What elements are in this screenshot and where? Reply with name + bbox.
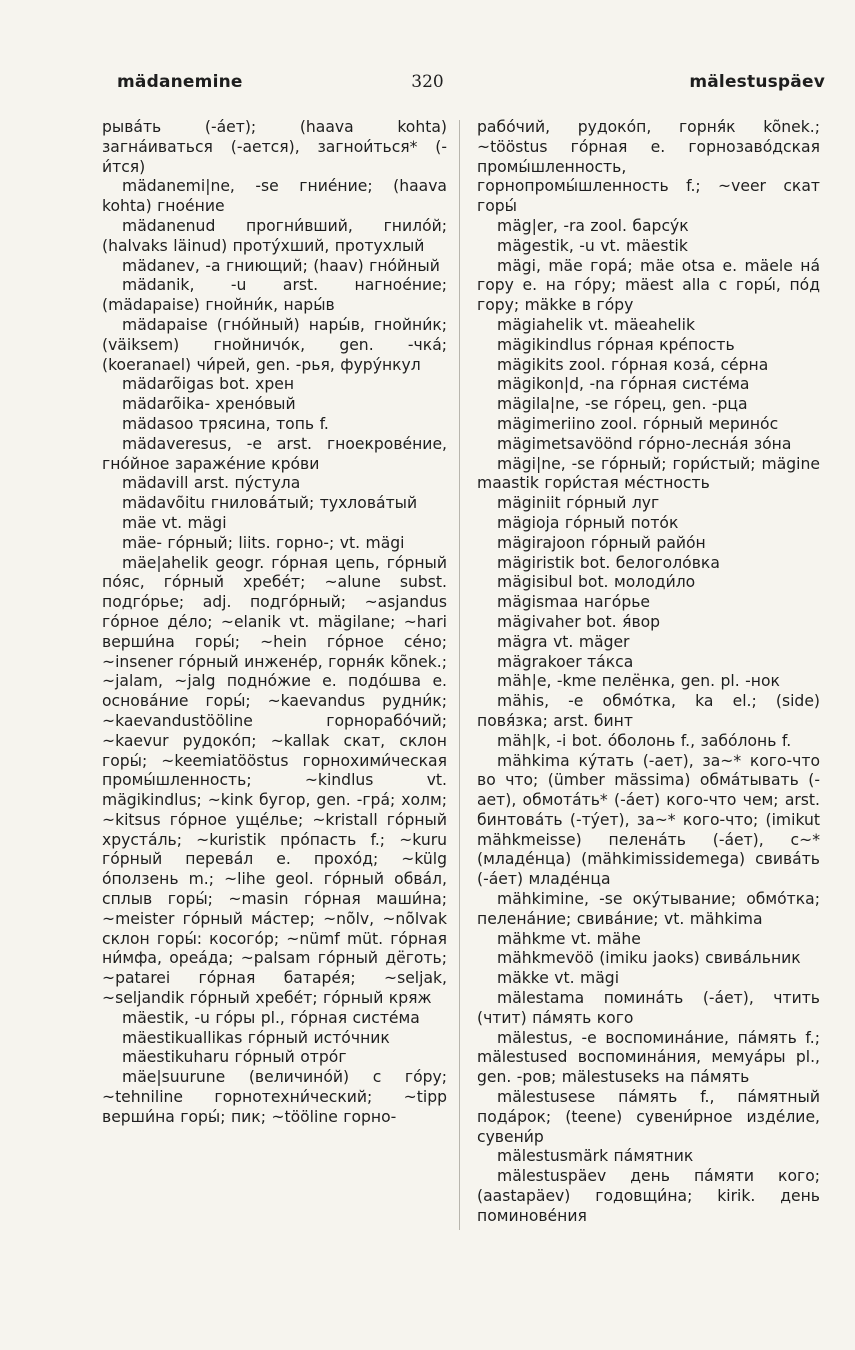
dictionary-entry <box>477 237 820 257</box>
entry-text: mädarõika- хрено́вый <box>122 395 296 414</box>
dictionary-entry <box>102 177 447 217</box>
header-last-entry: mälestuspäev <box>689 72 825 92</box>
entry-text: mädavõitu гнилова́тый; тухлова́тый <box>122 494 418 513</box>
entry-text: рыва́ть (-а́ет); (haava kohta) загна́иваться (-ается), загнои́ться* (-и́тся) <box>102 118 447 176</box>
entry-text: mähkme vt. mähe <box>497 929 641 948</box>
dictionary-entry <box>477 1088 820 1147</box>
entry-text: mägimetsavöönd го́рно-лесна́я зо́на <box>497 434 792 453</box>
entry-text: mägioja го́рный пото́к <box>497 513 679 532</box>
dictionary-entry <box>477 534 820 554</box>
dictionary-entry <box>102 276 447 316</box>
entry-text: mädapaise (гно́йный) нары́в, гнойни́к; (väiksem) гнойничо́к, gen. -чка́; (koeranael) чи́рей, gen. -рья, фуру́нкул <box>102 315 447 374</box>
entry-text: mäestik, -u го́ры pl., го́рная систе́ма <box>122 1008 420 1027</box>
entry-text: mäg|er, -ra zool. барсу́к <box>497 216 689 235</box>
entry-text: mäginiit го́рный луг <box>497 494 660 513</box>
dictionary-entry <box>477 752 820 891</box>
dictionary-entry <box>477 593 820 613</box>
entry-text: mägismaa наго́рье <box>497 593 651 612</box>
entry-text: mälestusmärk па́мятник <box>497 1147 694 1166</box>
dictionary-entry <box>477 217 820 237</box>
entry-text: mägikindlus го́рная кре́пость <box>497 335 735 354</box>
dictionary-entry <box>477 336 820 356</box>
entry-text: mälestusese па́мять f., па́мятный пода́рок; (teene) сувени́рное изде́лие, сувени́р <box>477 1088 820 1146</box>
right-column <box>477 118 820 1227</box>
entry-text: mägila|ne, -se го́рец, gen. -рца <box>497 395 748 414</box>
dictionary-entry <box>102 217 447 257</box>
header-first-entry: mädanemine <box>117 72 243 92</box>
dictionary-entry <box>477 375 820 395</box>
entry-text: mägi|ne, -se го́рный; гори́стый; mägine maastik гори́стая ме́стность <box>477 454 820 493</box>
dictionary-entry <box>477 554 820 574</box>
entry-text: mädanenud прогни́вший, гнило́й; (halvaks läinud) проту́хший, протухлый <box>102 216 447 255</box>
dictionary-entry <box>102 435 447 475</box>
dictionary-entry <box>477 494 820 514</box>
entry-text: mägimeriino zool. го́рный мерино́с <box>497 414 779 433</box>
entry-text: mäh|e, -kme пелёнка, gen. pl. -нок <box>497 672 780 691</box>
entry-text: mäestikuharu го́рный отро́г <box>122 1048 347 1067</box>
entry-text: mädavill arst. пу́стула <box>122 474 301 493</box>
entry-text: mädarõigas bot. хрен <box>122 375 295 394</box>
dictionary-entry <box>477 989 820 1029</box>
entry-text: mädanev, -a гниющий; (haav) гно́йный <box>122 256 440 275</box>
dictionary-entry <box>477 356 820 376</box>
dictionary-entry-continuation <box>102 118 447 177</box>
dictionary-entry <box>477 415 820 435</box>
dictionary-entry <box>477 653 820 673</box>
entry-text: mägirajoon го́рный райо́н <box>497 533 706 552</box>
dictionary-entry <box>477 732 820 752</box>
dictionary-entry <box>102 1048 447 1068</box>
entry-text: mälestama помина́ть (-а́ет), чтить (чтит) па́мять кого <box>477 989 820 1027</box>
entry-text: mäe|ahelik geogr. го́рная цепь, го́рный по́яс, го́рный хребе́т; ~alune subst. подго́рье; adj. подго́рный; ~asjandus го́рное де́ло; ~elanik vt. mägilane; ~hari верши́на горы́; ~hein го́рное се́но; ~insener го́рный инжене́р, горня́к kõnek.; ~jalam, ~jalg подно́жие e. подо́шва e. основа́ние горы́; ~kaevandus рудни́к; ~kaevandustööline горнорабо́чий; ~kaevur рудоко́п; ~kallak скат, склон горы́; ~keemiatööstus горнохими́ческая промы́шленность; ~kindlus vt. mägikindlus; ~kink бугор, gen. -гра́; холм; ~kitsus го́рное уще́лье; ~kristall го́рный хруста́ль; ~kuristik про́пасть f.; ~kuru го́рный перева́л e. прохо́д; ~külg о́ползень m.; ~lihe geol. го́рный обва́л, сплыв горы́; ~masin го́рная маши́на; ~meister го́рный ма́стер; ~nõlv, ~nõlvak склон горы́: косого́р; ~nümf müt. го́рная ни́мфа, ореа́да; ~palsam го́рный дёготь; ~patarei го́рная батаре́я; ~seljak, ~seljandik го́рный хребе́т; го́рный кряж <box>102 553 447 1008</box>
entry-text: mähkimine, -se оку́тывание; обмо́тка; пелена́ние; свива́ние; vt. mähkima <box>477 890 820 928</box>
entry-text: mälestus, -e воспомина́ние, па́мять f.; mälestused воспомина́ния, мемуа́ры pl., gen. -ров; mälestuseks на па́мять <box>477 1028 820 1087</box>
dictionary-entry <box>477 969 820 989</box>
dictionary-entry <box>102 534 447 554</box>
dictionary-entry <box>102 514 447 534</box>
entry-text: mähkima ку́тать (-ает), за~* кого-что во что; (ümber mässima) обма́тывать (-ает), обмота́ть* (-а́ет) кого-что чем; arst. бинтова́ть (-ту́ет), за~* кого-что; (imikut mähkmeisse) пелена́ть (-а́ет), с~* (младе́нца) (mähkimissidemega) свива́ть (-а́ет) младе́нца <box>477 751 820 889</box>
dictionary-entry-continuation <box>477 118 820 217</box>
entry-text: рабо́чий, рудоко́п, горня́к kõnek.; ~tööstus го́рная e. горнозаво́дская промы́шленность, горнопромы́шленность f.; ~veer скат горы́ <box>477 118 820 216</box>
dictionary-entry <box>102 316 447 375</box>
dictionary-entry <box>477 1167 820 1226</box>
dictionary-entry <box>477 435 820 455</box>
entry-text: mäe vt. mägi <box>122 513 227 532</box>
column-divider <box>459 120 460 1230</box>
entry-text: mäkke vt. mägi <box>497 969 620 988</box>
dictionary-entry <box>102 1029 447 1049</box>
entry-text: mälestuspäev день па́мяти кого; (aastapäev) годовщи́на; kirik. день поминове́ния <box>477 1167 820 1225</box>
entry-text: mäestikuallikas го́рный исто́чник <box>122 1028 390 1047</box>
entry-text: mägi, mäe гора́; mäe otsa e. mäele на́ гору e. на го́ру; mäest alla с горы́, по́д гору; mäkke в го́ру <box>477 256 820 315</box>
entry-text: mägiahelik vt. mäeahelik <box>497 315 695 334</box>
dictionary-entry <box>102 415 447 435</box>
entry-text: mädanemi|ne, -se гние́ние; (haava kohta) гное́ние <box>102 177 447 216</box>
entry-text: mädaveresus, -e arst. гноекрове́ние, гно́йное зараже́ние кро́ви <box>102 434 447 473</box>
entry-text: mäh|k, -i bot. о́болонь f., забо́лонь f. <box>497 731 792 750</box>
dictionary-entry <box>102 1068 447 1127</box>
dictionary-entry <box>477 930 820 950</box>
dictionary-entry <box>477 1029 820 1088</box>
entry-text: mägikon|d, -na го́рная систе́ма <box>497 375 750 394</box>
entry-text: mägiristik bot. белоголо́вка <box>497 553 720 572</box>
dictionary-entry <box>102 474 447 494</box>
dictionary-entry <box>102 257 447 277</box>
entry-text: mägivaher bot. я́вор <box>497 612 661 631</box>
dictionary-entry <box>477 573 820 593</box>
dictionary-entry <box>477 316 820 336</box>
entry-text: mähis, -e обмо́тка, ka el.; (side) повя́зка; arst. бинт <box>477 692 820 730</box>
entry-text: mäe- го́рный; liits. горно-; vt. mägi <box>122 533 405 552</box>
left-column <box>102 118 447 1128</box>
entry-text: mäe|suurune (величино́й) с го́ру; ~tehniline горнотехни́ческий; ~tipp верши́на горы́; пик; ~tööline горно- <box>102 1068 447 1126</box>
dictionary-entry <box>102 395 447 415</box>
entry-text: mägestik, -u vt. mäestik <box>497 236 688 255</box>
dictionary-entry <box>477 613 820 633</box>
dictionary-entry <box>477 890 820 930</box>
dictionary-entry <box>477 257 820 316</box>
entry-text: mägra vt. mäger <box>497 632 630 651</box>
dictionary-entry <box>477 1147 820 1167</box>
dictionary-entry <box>477 395 820 415</box>
entry-text: mägrakoer та́кса <box>497 652 634 671</box>
dictionary-entry <box>477 514 820 534</box>
dictionary-entry <box>477 949 820 969</box>
entry-text: mädasoo трясина, топь f. <box>122 414 329 433</box>
dictionary-entry <box>102 1009 447 1029</box>
entry-text: mähkmevöö (imiku jaoks) свива́льник <box>497 949 801 968</box>
dictionary-entry <box>102 554 447 1009</box>
entry-text: mägikits zool. го́рная коза́, се́рна <box>497 355 769 374</box>
dictionary-entry <box>477 672 820 692</box>
entry-text: mägisibul bot. молоди́ло <box>497 573 696 592</box>
entry-text: mädanik, -u arst. нагное́ние; (mädapaise) гнойни́к, нары́в <box>102 276 447 315</box>
dictionary-entry <box>477 455 820 495</box>
dictionary-entry <box>477 692 820 732</box>
dictionary-entry <box>102 375 447 395</box>
dictionary-entry <box>102 494 447 514</box>
dictionary-entry <box>477 633 820 653</box>
page-number: 320 <box>411 72 444 92</box>
